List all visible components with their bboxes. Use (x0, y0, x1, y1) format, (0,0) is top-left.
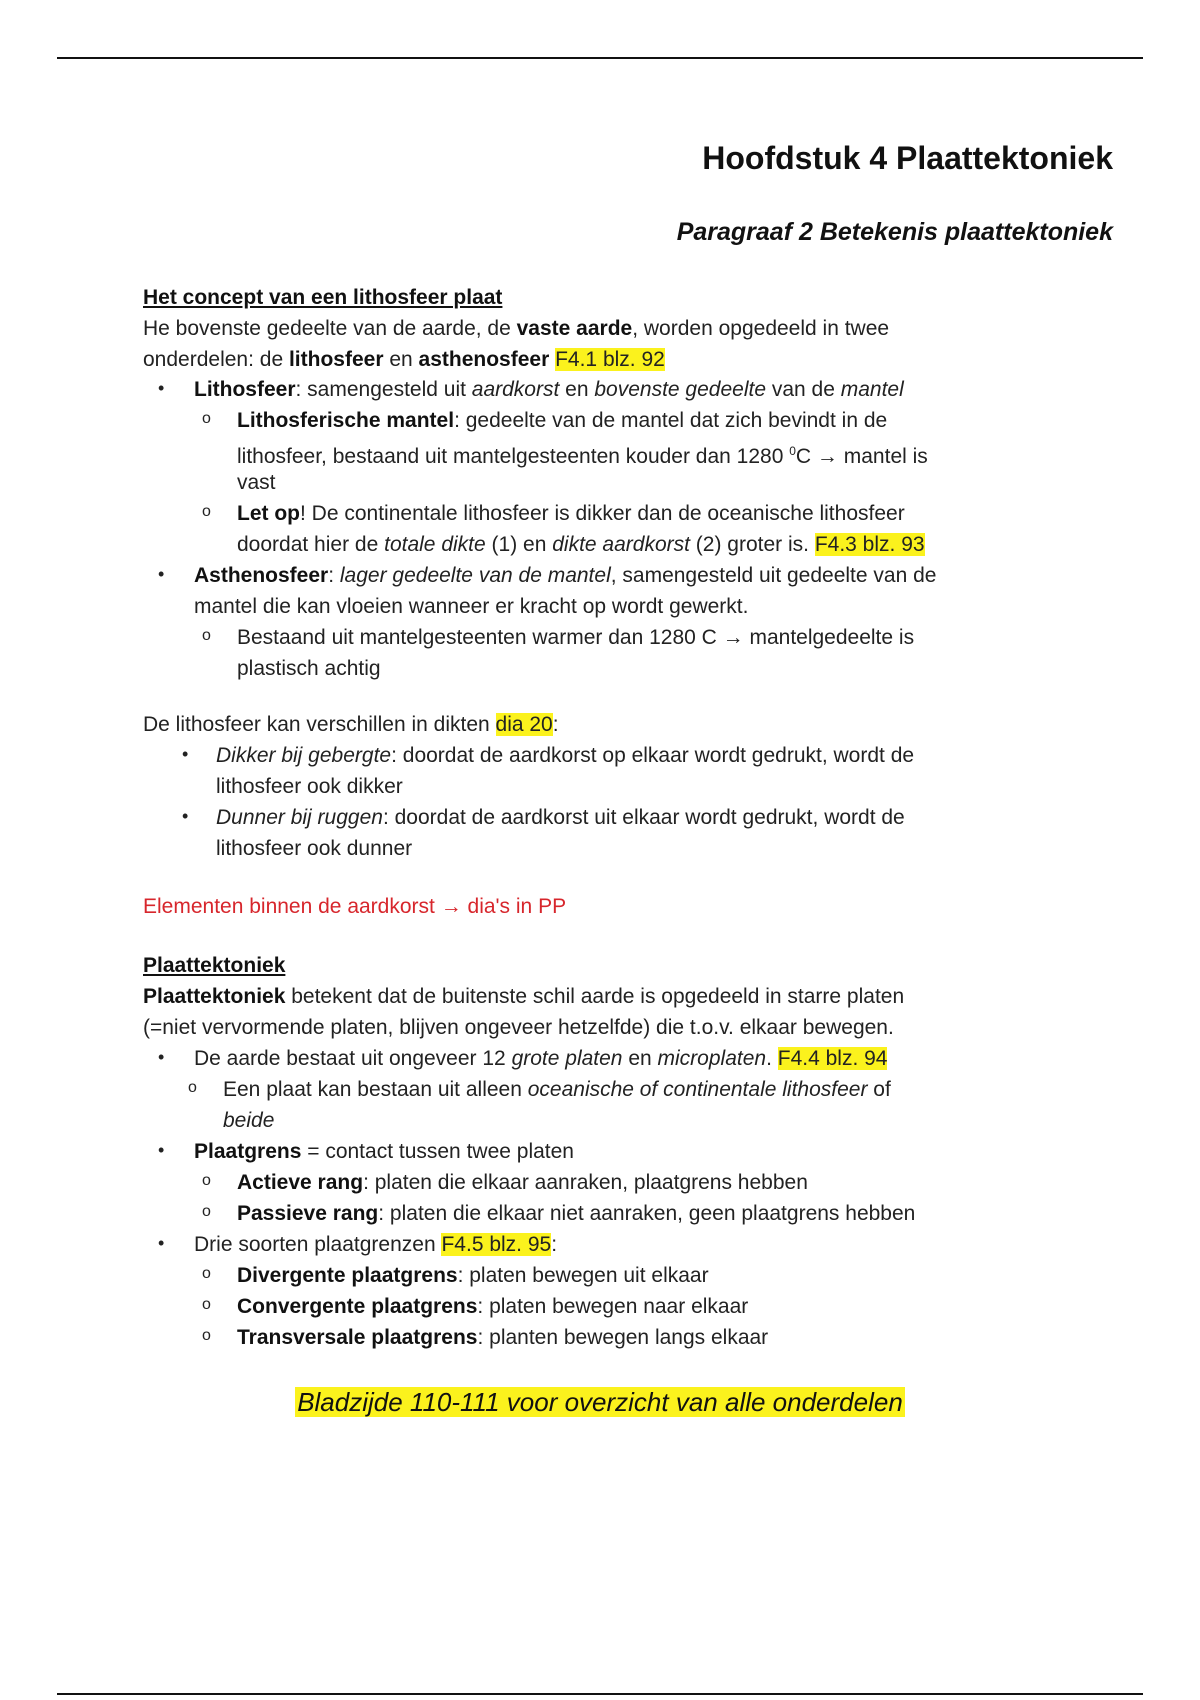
bullet-icon: • (158, 378, 165, 398)
list-item: Let op! De continentale lithosfeer is dikker dan de oceanische lithosfeer (237, 502, 905, 525)
sub-bullet-icon: o (202, 1203, 211, 1220)
sub-bullet-icon: o (202, 1172, 211, 1189)
sub-bullet-icon: o (202, 410, 211, 427)
figure-reference-highlight: F4.4 blz. 94 (777, 1047, 888, 1070)
red-note: Elementen binnen de aardkorst → dia's in PP (143, 895, 567, 918)
paragraph-line: (=niet vervormende platen, blijven ongeveer hetzelfde) die t.o.v. elkaar bewegen. (143, 1016, 894, 1039)
list-item: Dikker bij gebergte: doordat de aardkorst op elkaar wordt gedrukt, wordt de (216, 744, 915, 767)
section-heading-lithosfeer-plaat: Het concept van een lithosfeer plaat (143, 286, 503, 309)
list-item-continuation: doordat hier de totale dikte (1) en dikte aardkorst (2) groter is. F4.3 blz. 93 (237, 533, 925, 556)
paragraph-line: He bovenste gedeelte van de aarde, de vaste aarde, worden opgedeeld in twee (143, 317, 890, 340)
page-title: Hoofdstuk 4 Plaattektoniek (702, 140, 1113, 176)
list-item: Convergente plaatgrens: platen bewegen naar elkaar (237, 1295, 749, 1318)
list-item: Dunner bij ruggen: doordat de aardkorst uit elkaar wordt gedrukt, wordt de (216, 806, 905, 829)
list-item: Passieve rang: platen die elkaar niet aanraken, geen plaatgrens hebben (237, 1202, 916, 1225)
figure-reference-highlight: F4.3 blz. 93 (814, 533, 925, 556)
list-item: Asthenosfeer: lager gedeelte van de mantel, samengesteld uit gedeelte van de (194, 564, 937, 587)
sub-bullet-icon: o (202, 1265, 211, 1282)
bullet-icon: • (158, 1047, 165, 1067)
list-item: De aarde bestaat uit ongeveer 12 grote platen en microplaten. F4.4 blz. 94 (194, 1047, 888, 1070)
figure-reference-highlight: F4.5 blz. 95 (441, 1233, 552, 1256)
list-item-continuation: lithosfeer ook dikker (216, 775, 403, 798)
bullet-icon: • (158, 1233, 165, 1253)
list-item: Een plaat kan bestaan uit alleen oceanische of continentale lithosfeer of (223, 1078, 891, 1101)
sub-bullet-icon: o (202, 503, 211, 520)
slide-reference-highlight: dia 20 (495, 713, 553, 736)
list-item: Lithosferische mantel: gedeelte van de mantel dat zich bevindt in de (237, 409, 888, 432)
figure-reference-highlight: F4.1 blz. 92 (555, 348, 665, 371)
list-item-continuation: vast (237, 471, 276, 494)
list-item-continuation: lithosfeer ook dunner (216, 837, 413, 860)
list-item-continuation: beide (223, 1109, 275, 1132)
bottom-rule (57, 1693, 1143, 1695)
paragraph-line: Plaattektoniek betekent dat de buitenste schil aarde is opgedeeld in starre platen (143, 985, 905, 1008)
bullet-icon: • (158, 564, 165, 584)
list-item: Plaatgrens = contact tussen twee platen (194, 1140, 574, 1163)
list-item: Lithosfeer: samengesteld uit aardkorst en bovenste gedeelte van de mantel (194, 378, 904, 401)
sub-bullet-icon: o (202, 1296, 211, 1313)
bullet-icon: • (182, 744, 189, 764)
paragraph-line: onderdelen: de lithosfeer en asthenosfeer F4.1 blz. 92 (143, 348, 665, 371)
sub-bullet-icon: o (202, 627, 211, 644)
list-item: Drie soorten plaatgrenzen F4.5 blz. 95: (194, 1233, 558, 1256)
sub-bullet-icon: o (202, 1327, 211, 1344)
paragraph-line: De lithosfeer kan verschillen in dikten dia 20: (143, 713, 559, 736)
top-rule (57, 57, 1143, 59)
list-item-continuation: mantel die kan vloeien wanneer er kracht op wordt gewerkt. (194, 595, 749, 618)
list-item: Transversale plaatgrens: planten bewegen langs elkaar (237, 1326, 769, 1349)
page-subtitle: Paragraaf 2 Betekenis plaattektoniek (676, 218, 1113, 246)
bullet-icon: • (158, 1140, 165, 1160)
bullet-icon: • (182, 806, 189, 826)
list-item-continuation: lithosfeer, bestaand uit mantelgesteenten kouder dan 1280 $^0$C → mantel is (237, 444, 928, 468)
sub-bullet-icon: o (188, 1079, 197, 1096)
page-reference-note: Bladzijde 110-111 voor overzicht van alle onderdelen (297, 1387, 903, 1417)
list-item-continuation: plastisch achtig (237, 657, 381, 680)
list-item: Bestaand uit mantelgesteenten warmer dan 1280 C → mantelgedeelte is (237, 626, 915, 649)
list-item: Divergente plaatgrens: platen bewegen uit elkaar (237, 1264, 709, 1287)
section-heading-plaattektoniek: Plaattektoniek (143, 954, 286, 977)
list-item: Actieve rang: platen die elkaar aanraken, plaatgrens hebben (237, 1171, 808, 1194)
